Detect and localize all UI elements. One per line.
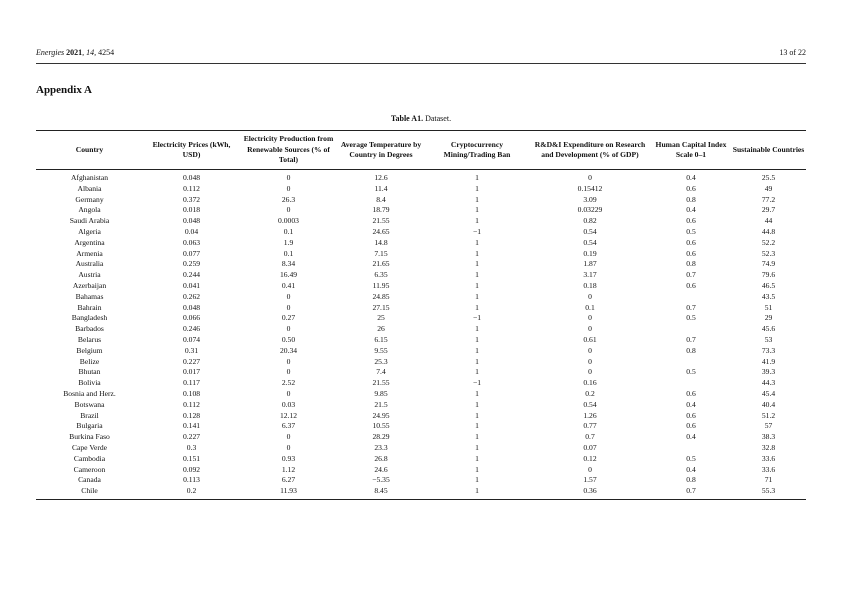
table-cell: 0.15412 — [577, 183, 603, 193]
table-cell: 0.244 — [182, 270, 201, 280]
table-cell: 44.8 — [761, 226, 776, 236]
table-cell: 24.95 — [372, 410, 390, 420]
table-row — [36, 259, 806, 270]
table-cell: 1 — [475, 194, 479, 204]
table-cell: 1 — [475, 410, 479, 420]
table-cell: 0.1 — [585, 302, 595, 312]
table-cell: 1 — [475, 248, 479, 258]
caption-label: Table A1. — [390, 114, 424, 123]
table-cell: 0.4 — [686, 173, 696, 182]
table-cell: 21.55 — [372, 216, 390, 226]
table-cell: 11.95 — [372, 280, 390, 290]
table-cell: 1 — [475, 486, 479, 496]
table-cell: 1 — [475, 388, 479, 398]
table-cell: 9.85 — [374, 388, 388, 398]
table-cell: 0.18 — [583, 280, 597, 290]
table-cell: 18.79 — [372, 205, 390, 215]
table-row — [36, 465, 806, 476]
table-cell: 0 — [286, 356, 291, 366]
table-cell: 44 — [764, 216, 773, 226]
table-cell: 0.018 — [182, 205, 201, 215]
table-cell: Cape Verde — [71, 442, 108, 452]
table-cell: 20.34 — [279, 345, 298, 355]
table-cell: 0.7 — [585, 432, 595, 442]
table-cell: 0.12 — [583, 453, 597, 463]
table-cell: 0.017 — [182, 367, 201, 377]
table-cell: 1 — [475, 270, 479, 280]
table-cell: 0 — [286, 173, 291, 182]
table-cell: 77.2 — [761, 194, 776, 204]
table-cell: 26.8 — [374, 453, 388, 463]
table-cell: 0 — [286, 367, 291, 377]
table-cell: 0 — [286, 291, 291, 301]
table-cell: Bahrain — [77, 302, 102, 312]
table-cell: 1 — [475, 280, 479, 290]
table-cell: 39.3 — [761, 367, 776, 377]
column-header: Human Capital Index Scale 0–1 — [655, 139, 727, 159]
table-cell: 71 — [764, 475, 773, 485]
table-cell: 29 — [764, 313, 773, 323]
table-cell: 0.5 — [686, 313, 696, 323]
table-cell: 0.063 — [182, 237, 201, 247]
table-cell: 0.108 — [182, 388, 201, 398]
table-cell: 0.048 — [182, 302, 201, 312]
table-cell: 12.12 — [279, 410, 298, 420]
table-cell: −5.35 — [372, 475, 390, 485]
table-cell: Belarus — [77, 334, 102, 344]
journal-volume: 14 — [86, 48, 95, 57]
table-cell: 49 — [764, 183, 773, 193]
table-cell: 1.87 — [583, 259, 597, 269]
table-cell: Cameroon — [73, 464, 106, 474]
table-cell: 33.6 — [761, 453, 776, 463]
table-cell: Saudi Arabia — [69, 216, 110, 226]
table-row — [36, 195, 806, 206]
table-cell: Bangladesh — [71, 313, 108, 323]
table-cell: 0.04 — [184, 226, 199, 236]
table-cell: 26 — [377, 324, 385, 334]
table-cell: 1 — [475, 173, 479, 182]
table-cell: 0 — [588, 367, 592, 377]
table-cell: 53 — [764, 334, 773, 344]
table-cell: Brazil — [80, 410, 99, 420]
journal-citation: Energies 2021, 14, 4254 — [36, 48, 115, 57]
table-row — [36, 324, 806, 335]
table-row — [36, 281, 806, 292]
table-cell: 0 — [588, 313, 592, 323]
table-cell: 0 — [286, 442, 291, 452]
table-cell: 1 — [475, 399, 479, 409]
table-cell: 29.7 — [761, 205, 776, 215]
table-cell: −1 — [472, 226, 482, 236]
table-cell: 1 — [475, 302, 479, 312]
table-row — [36, 335, 806, 346]
table-cell: 0.7 — [686, 486, 696, 496]
header-rule — [36, 63, 806, 64]
table-cell: Belgium — [76, 345, 103, 355]
table-cell: 8.45 — [374, 486, 388, 496]
table-cell: 0.31 — [184, 345, 199, 355]
table-cell: 8.4 — [376, 194, 386, 204]
table-cell: 1 — [475, 356, 479, 366]
table-cell: 0.6 — [686, 280, 696, 290]
table-cell: Bulgaria — [76, 421, 103, 431]
dataset-table — [36, 130, 806, 500]
table-body — [36, 170, 806, 500]
table-cell: 16.49 — [279, 270, 298, 280]
table-cell: 0.7 — [686, 302, 696, 312]
table-row — [36, 486, 806, 499]
table-cell: 0 — [286, 205, 291, 215]
table-cell: 1 — [475, 237, 479, 247]
table-cell: 12.6 — [374, 173, 388, 182]
table-cell: 0.77 — [583, 421, 597, 431]
table-cell: 0.4 — [686, 432, 696, 442]
table-cell: 46.5 — [761, 280, 776, 290]
table-cell: 55.3 — [761, 486, 776, 496]
table-cell: 0.6 — [686, 248, 696, 258]
table-cell: 0.112 — [183, 183, 200, 193]
table-cell: 0.6 — [686, 216, 696, 226]
journal-article: 4254 — [98, 48, 115, 57]
table-cell: 0.0003 — [278, 216, 299, 226]
table-cell: 0.048 — [182, 216, 201, 226]
table-cell: Chile — [81, 486, 98, 496]
table-cell: 0.3 — [186, 442, 197, 452]
table-cell: 21.5 — [374, 399, 388, 409]
table-cell: 0.5 — [686, 367, 696, 377]
table-header-row — [36, 131, 806, 170]
table-cell: 3.17 — [583, 270, 597, 280]
table-row — [36, 411, 806, 422]
table-cell: 1 — [475, 324, 479, 334]
table-cell: 24.6 — [374, 464, 388, 474]
table-cell: Algeria — [78, 226, 101, 236]
journal-year: 2021 — [66, 48, 83, 57]
table-cell: 0 — [286, 302, 291, 312]
table-cell: 0.8 — [686, 259, 696, 269]
table-cell: 9.55 — [374, 345, 388, 355]
column-header: Electricity Production from Renewable Sources (% of Total) — [243, 134, 334, 165]
table-cell: 0.8 — [686, 345, 696, 355]
table-cell: 0.16 — [583, 378, 597, 388]
table-cell: 0 — [588, 324, 592, 334]
table-cell: 0.61 — [583, 334, 597, 344]
table-cell: 1 — [475, 442, 479, 452]
table-cell: 6.35 — [374, 270, 388, 280]
table-cell: 7.15 — [374, 248, 388, 258]
table-cell: 41.9 — [761, 356, 776, 366]
table-cell: 52.2 — [761, 237, 776, 247]
table-cell: 0.246 — [182, 324, 201, 334]
table-cell: 11.93 — [280, 486, 297, 496]
table-cell: 0.141 — [182, 421, 201, 431]
dataset-table-container — [36, 130, 806, 500]
table-cell: 44.3 — [761, 378, 776, 388]
table-row — [36, 184, 806, 195]
table-cell: 0.151 — [182, 453, 201, 463]
table-cell: Austria — [78, 270, 101, 280]
table-cell: 0.8 — [686, 194, 696, 204]
table-caption — [0, 114, 842, 123]
table-cell: 24.65 — [372, 226, 390, 236]
table-cell: 25 — [377, 313, 385, 323]
table-row — [36, 216, 806, 227]
table-cell: 0.372 — [182, 194, 201, 204]
table-cell: 1 — [475, 205, 479, 215]
table-cell: 0 — [286, 183, 291, 193]
column-header: Cryptocurrency Mining/Trading Ban — [443, 139, 511, 159]
table-cell: Armenia — [76, 248, 103, 258]
table-cell: 0.1 — [283, 226, 294, 236]
table-cell: 0.6 — [686, 410, 696, 420]
table-cell: Germany — [75, 194, 104, 204]
table-cell: 10.55 — [372, 421, 390, 431]
table-row — [36, 389, 806, 400]
table-row — [36, 454, 806, 465]
table-cell: 8.34 — [281, 259, 296, 269]
table-cell: 52.3 — [761, 248, 776, 258]
table-cell: 0.6 — [686, 388, 696, 398]
table-cell: 0.2 — [186, 486, 197, 496]
table-cell: 0.54 — [583, 399, 597, 409]
table-cell: 7.4 — [376, 367, 386, 377]
table-cell: 0.8 — [686, 475, 696, 485]
table-cell: 0.262 — [182, 291, 201, 301]
table-cell: 1.12 — [281, 464, 296, 474]
table-cell: 0 — [588, 464, 592, 474]
table-cell: 1 — [475, 453, 479, 463]
table-cell: Afghanistan — [70, 173, 109, 182]
table-cell: 25.5 — [761, 173, 776, 182]
table-cell — [651, 292, 731, 303]
column-header: Sustainable Countries — [732, 144, 805, 154]
table-cell: 0.19 — [583, 248, 597, 258]
table-cell: 0.03 — [281, 399, 296, 409]
table-cell: 0.1 — [283, 248, 294, 258]
table-cell: Belize — [79, 356, 100, 366]
column-header: Country — [75, 144, 104, 154]
table-cell: 25.3 — [374, 356, 388, 366]
table-row — [36, 303, 806, 314]
table-cell: 1 — [475, 216, 479, 226]
table-cell: 0.074 — [182, 334, 201, 344]
table-cell: 1 — [475, 334, 479, 344]
table-row — [36, 313, 806, 324]
table-cell: 0.54 — [583, 237, 597, 247]
table-cell — [651, 324, 731, 335]
table-cell: 74.9 — [761, 259, 776, 269]
table-cell: 1 — [475, 259, 479, 269]
table-cell: 40.4 — [761, 399, 776, 409]
table-cell: 43.5 — [761, 291, 776, 301]
section-title: Appendix A — [36, 84, 92, 96]
table-cell: 0 — [588, 356, 592, 366]
table-cell: 1 — [475, 464, 479, 474]
table-cell: 0.7 — [686, 334, 696, 344]
table-cell: 0.128 — [182, 410, 201, 420]
table-cell: 57 — [764, 421, 773, 431]
table-row — [36, 378, 806, 389]
table-cell: Angola — [78, 205, 101, 215]
table-cell: Bahamas — [75, 291, 104, 301]
table-cell: 1 — [475, 183, 479, 193]
table-cell: 27.15 — [372, 302, 390, 312]
table-row — [36, 227, 806, 238]
table-cell: 1 — [475, 432, 479, 442]
table-cell: 28.29 — [372, 432, 390, 442]
table-cell: −1 — [472, 378, 482, 388]
table-cell: 51 — [764, 302, 773, 312]
table-cell: 0.2 — [585, 388, 595, 398]
table-cell: 11.4 — [374, 183, 388, 193]
table-cell: 1 — [475, 421, 479, 431]
table-cell: 0.112 — [183, 399, 200, 409]
table-cell: 0.07 — [583, 442, 597, 452]
table-cell: 1.26 — [583, 410, 597, 420]
table-row — [36, 421, 806, 432]
table-cell: 0.50 — [281, 334, 296, 344]
table-row — [36, 205, 806, 216]
column-header: R&D&I Expenditure on Research and Development (% of GDP) — [534, 139, 646, 159]
table-cell: 73.3 — [761, 345, 776, 355]
table-cell: 6.37 — [281, 421, 296, 431]
table-row — [36, 400, 806, 411]
table-cell: 38.3 — [761, 432, 776, 442]
table-cell — [651, 443, 731, 454]
table-cell: 33.6 — [761, 464, 776, 474]
table-cell: 0 — [286, 324, 291, 334]
table-cell: 24.85 — [372, 291, 390, 301]
table-cell: Albania — [77, 183, 102, 193]
table-cell: 21.55 — [372, 378, 390, 388]
table-cell: Cambodia — [73, 453, 106, 463]
table-cell — [651, 357, 731, 368]
table-cell: 0.54 — [583, 226, 597, 236]
table-cell: Azerbaijan — [72, 280, 107, 290]
table-cell: Argentina — [74, 237, 105, 247]
table-cell: 0.4 — [686, 205, 696, 215]
column-header: Average Temperature by Country in Degrees — [340, 139, 422, 159]
table-cell: 0.5 — [686, 226, 696, 236]
table-cell — [651, 378, 731, 389]
table-cell: 0.41 — [281, 280, 296, 290]
table-cell: 0.82 — [583, 216, 597, 226]
table-cell: Bosnia and Herz. — [63, 388, 116, 398]
table-cell: Burkina Faso — [69, 432, 110, 442]
table-cell: Australia — [75, 259, 104, 269]
table-row — [36, 238, 806, 249]
table-row — [36, 443, 806, 454]
table-cell: 0.117 — [183, 378, 200, 388]
table-cell: 0 — [588, 173, 592, 182]
table-cell: 1 — [475, 345, 479, 355]
table-cell: 0.048 — [182, 173, 201, 182]
table-cell: 1 — [475, 367, 479, 377]
table-cell: 1 — [475, 291, 479, 301]
column-header: Electricity Prices (kWh, USD) — [152, 139, 231, 159]
journal-name: Energies — [36, 48, 65, 57]
table-cell: 0 — [286, 388, 291, 398]
table-cell: 0.7 — [686, 270, 696, 280]
table-cell: 14.8 — [374, 237, 388, 247]
page-header — [36, 48, 806, 57]
table-cell: 45.6 — [761, 324, 776, 334]
table-row — [36, 475, 806, 486]
table-cell: 0.93 — [281, 453, 296, 463]
table-cell: Canada — [78, 475, 101, 485]
table-cell: 0.092 — [182, 464, 201, 474]
table-row — [36, 357, 806, 368]
table-cell: 0 — [286, 432, 291, 442]
table-cell: 23.3 — [374, 442, 388, 452]
table-cell: Bhutan — [78, 367, 101, 377]
table-row — [36, 367, 806, 378]
table-cell: Bolivia — [78, 378, 101, 388]
table-cell: 0.03229 — [577, 205, 603, 215]
table-cell: 1.9 — [283, 237, 294, 247]
table-cell: 0.077 — [182, 248, 201, 258]
table-cell: 6.15 — [374, 334, 388, 344]
table-cell: 0.4 — [686, 464, 696, 474]
table-cell: 0 — [588, 345, 592, 355]
table-cell: 45.4 — [761, 388, 776, 398]
table-cell: 0.066 — [182, 313, 201, 323]
table-row — [36, 249, 806, 260]
table-cell: 0.6 — [686, 183, 696, 193]
table-cell: 0.113 — [183, 475, 200, 485]
table-cell: Barbados — [75, 324, 104, 334]
table-cell: 0.6 — [686, 237, 696, 247]
table-cell: 6.27 — [281, 475, 296, 485]
table-cell: 0.5 — [686, 453, 696, 463]
table-row — [36, 292, 806, 303]
table-row — [36, 432, 806, 443]
table-cell: 0.36 — [583, 486, 597, 496]
table-cell: 1.57 — [583, 475, 597, 485]
table-cell: 0.227 — [182, 432, 201, 442]
table-cell: 79.6 — [761, 270, 776, 280]
table-row — [36, 170, 806, 184]
table-cell: 0 — [588, 291, 592, 301]
table-cell: 0.6 — [686, 421, 696, 431]
table-cell: 1 — [475, 475, 479, 485]
table-cell: 3.09 — [583, 194, 597, 204]
table-cell: 0.227 — [182, 356, 201, 366]
caption-text: Dataset. — [425, 114, 452, 123]
table-cell: 0.27 — [281, 313, 296, 323]
table-cell: 32.8 — [761, 442, 776, 452]
table-cell: −1 — [472, 313, 482, 323]
table-cell: 0.4 — [686, 399, 696, 409]
table-row — [36, 346, 806, 357]
table-cell: 0.259 — [182, 259, 201, 269]
table-cell: 51.2 — [761, 410, 776, 420]
table-cell: Botswana — [74, 399, 105, 409]
table-cell: 26.3 — [281, 194, 296, 204]
table-cell: 21.65 — [372, 259, 390, 269]
table-cell: 2.52 — [281, 378, 296, 388]
table-cell: 0.041 — [182, 280, 201, 290]
table-row — [36, 270, 806, 281]
page-number: 13 of 22 — [779, 48, 806, 57]
